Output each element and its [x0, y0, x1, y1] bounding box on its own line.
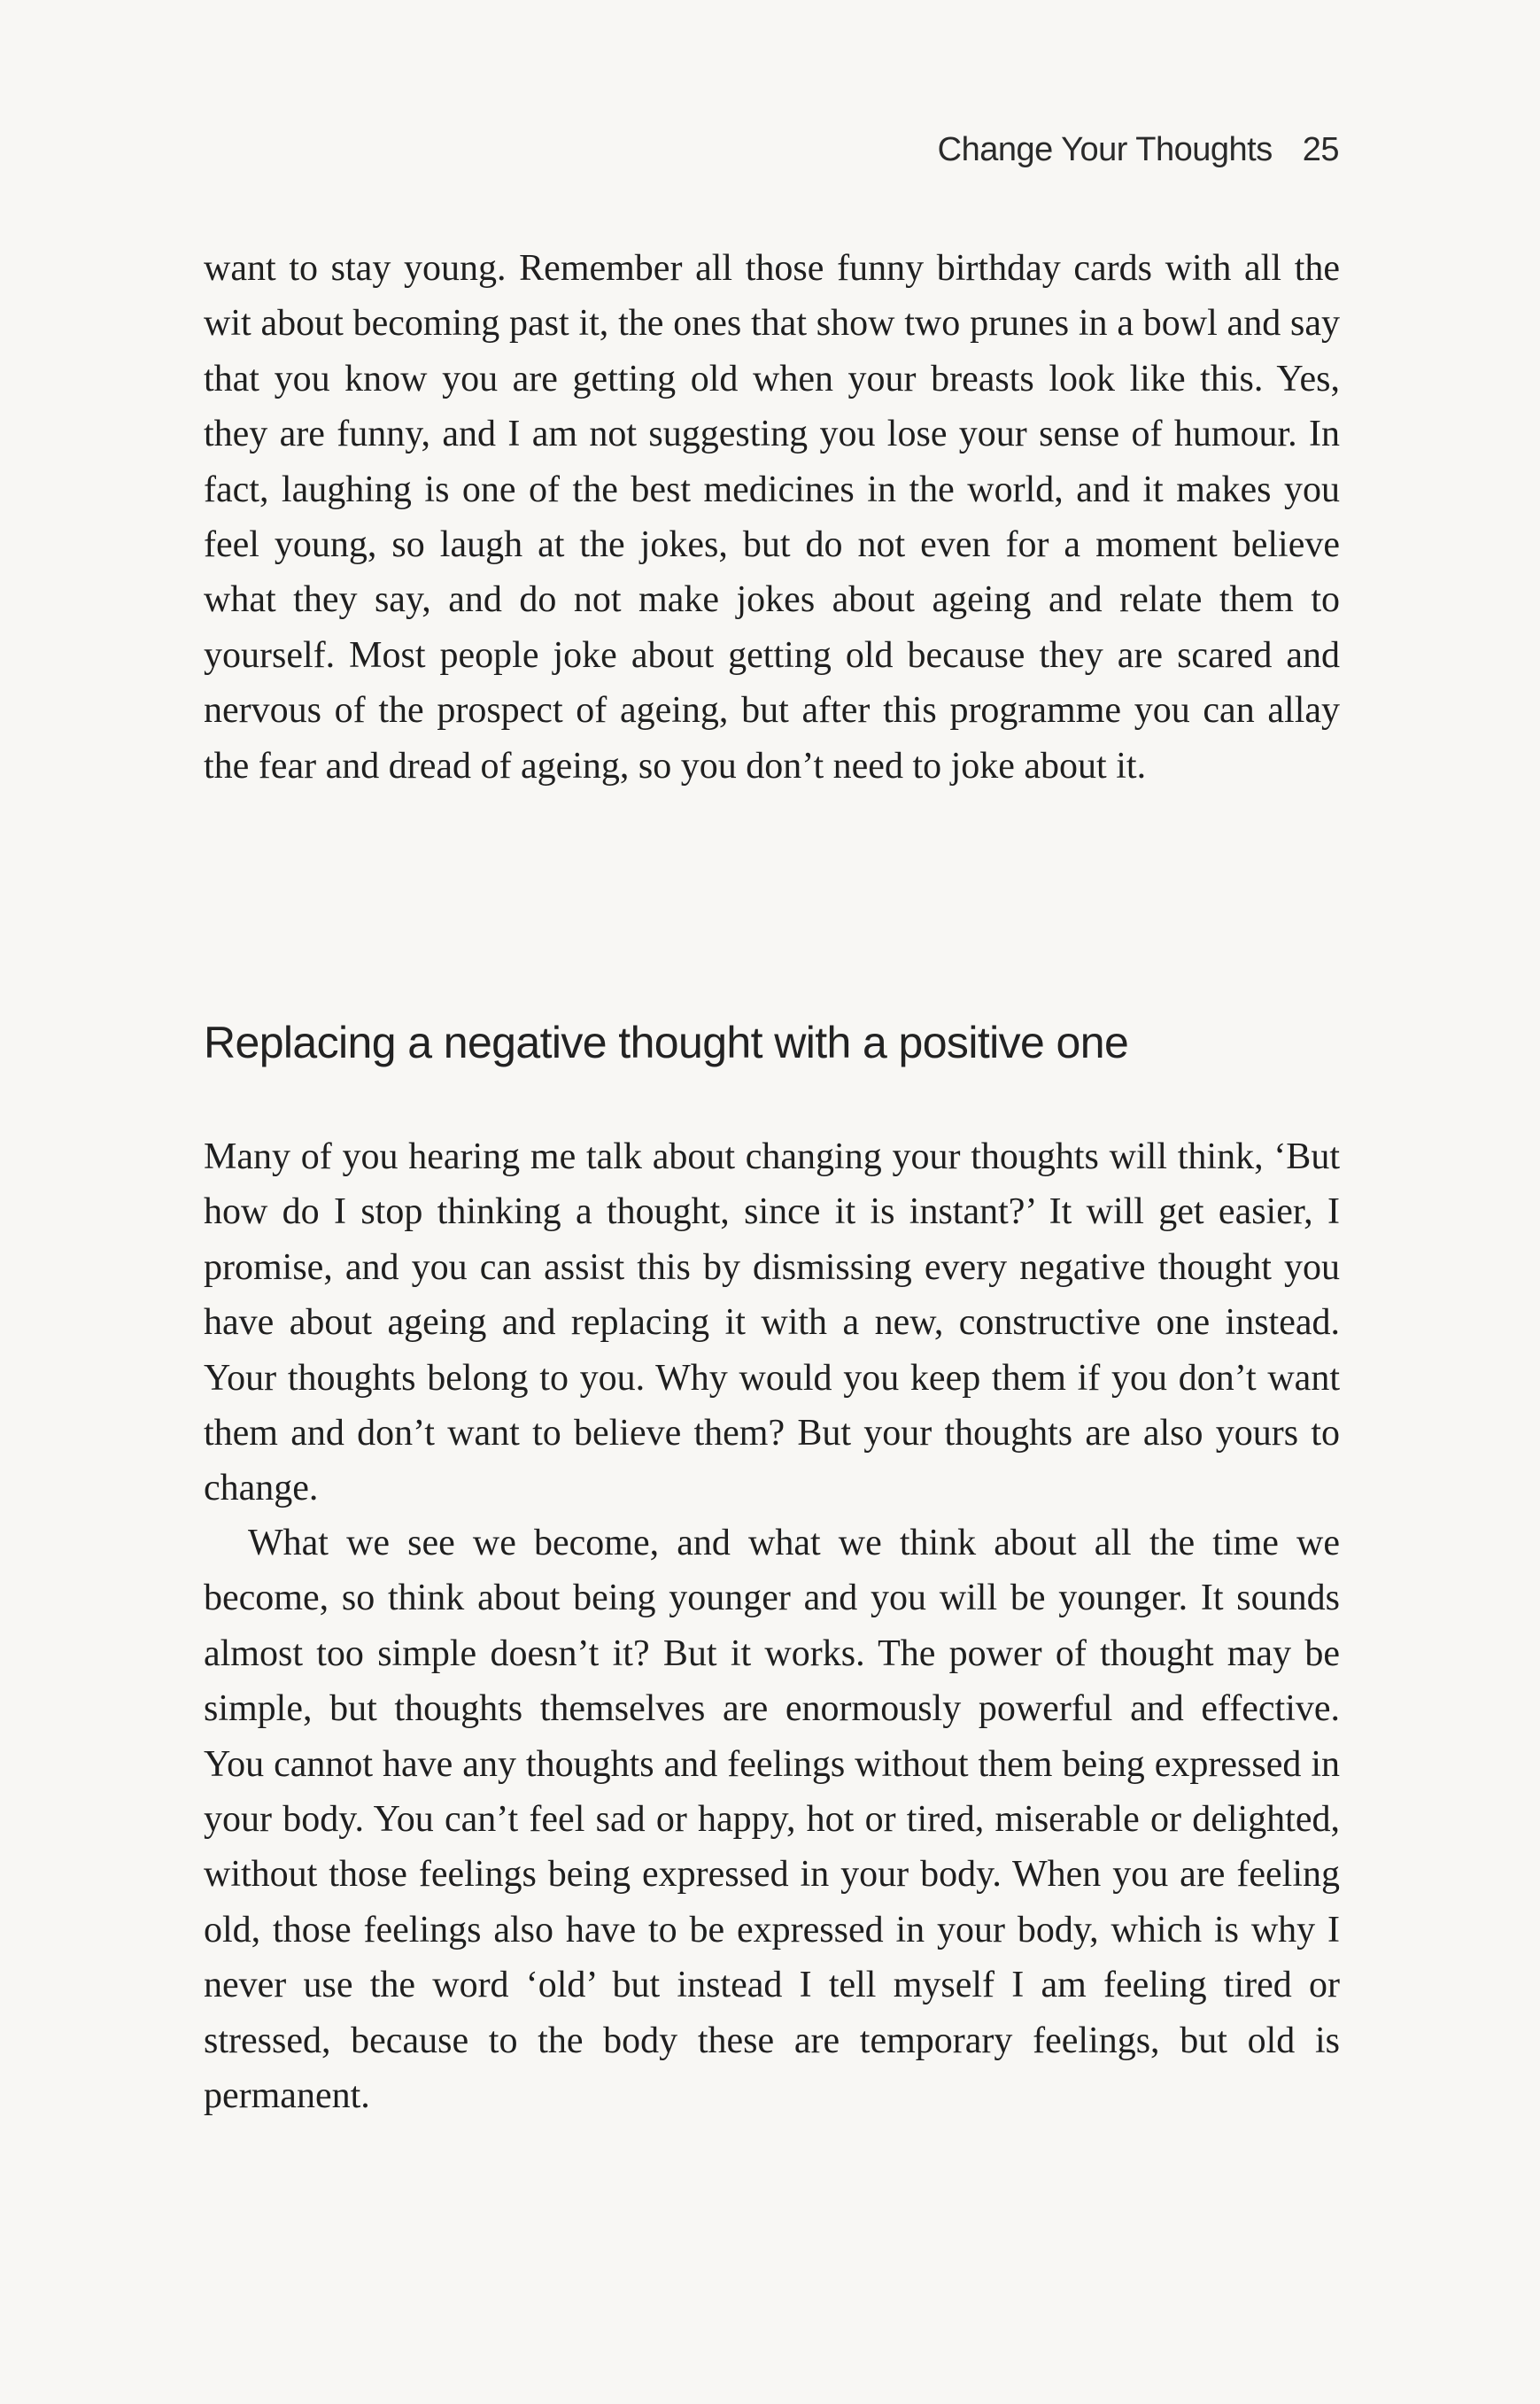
- body-paragraph-3: [204, 1516, 1340, 2123]
- paragraph-text: want to stay young. Remember all those funny birthday cards with all the wit about becoming past it, the ones that show two prunes in a bowl and say that you know you are getting old when your breasts look like this. Yes, they are funny, and I am not suggesting you lose your sense of humour. In fact, laughing is one of the best medicines in the world, and it makes you feel young, so laugh at the jokes, but do not even for a moment believe what they say, and do not make jokes about ageing and relate them to yourself. Most people joke about getting old because they are scared and nervous of the prospect of ageing, but after this programme you can allay the fear and dread of ageing, so you don’t need to joke about it.: [204, 248, 1340, 787]
- body-paragraph-2: [204, 1129, 1340, 1516]
- running-head: [0, 131, 1339, 169]
- paragraph-text: What we see we become, and what we think about all the time we become, so think about being younger and you will be younger. It sounds almost too simple doesn’t it? But it works. The power of thought may be simple, but thoughts themselves are enormously powerful and effective. You cannot have any thoughts and feelings without them being expressed in your body. You can’t feel sad or happy, hot or tired, miserable or delighted, without those feelings being expressed in your body. When you are feeling old, those feelings also have to be expressed in your body, which is why I never use the word ‘old’ but instead I tell myself I am feeling tired or stressed, because to the body these are temporary feelings, but old is permanent.: [204, 1523, 1340, 2117]
- page-number: 25: [1302, 131, 1339, 168]
- section-heading: Replacing a negative thought with a positive one: [204, 1018, 1129, 1067]
- running-head-title: Change Your Thoughts: [937, 131, 1273, 168]
- paragraph-text: Many of you hearing me talk about changing your thoughts will think, ‘But how do I stop thinking a thought, since it is instant?’ It will get easier, I promise, and you can assist this by dismissing every negative thought you have about ageing and replacing it with a new, constructive one instead. Your thoughts belong to you. Why would you keep them if you don’t want them and don’t want to believe them? But your thoughts are also yours to change.: [204, 1136, 1340, 1509]
- body-paragraph-1: [204, 241, 1340, 794]
